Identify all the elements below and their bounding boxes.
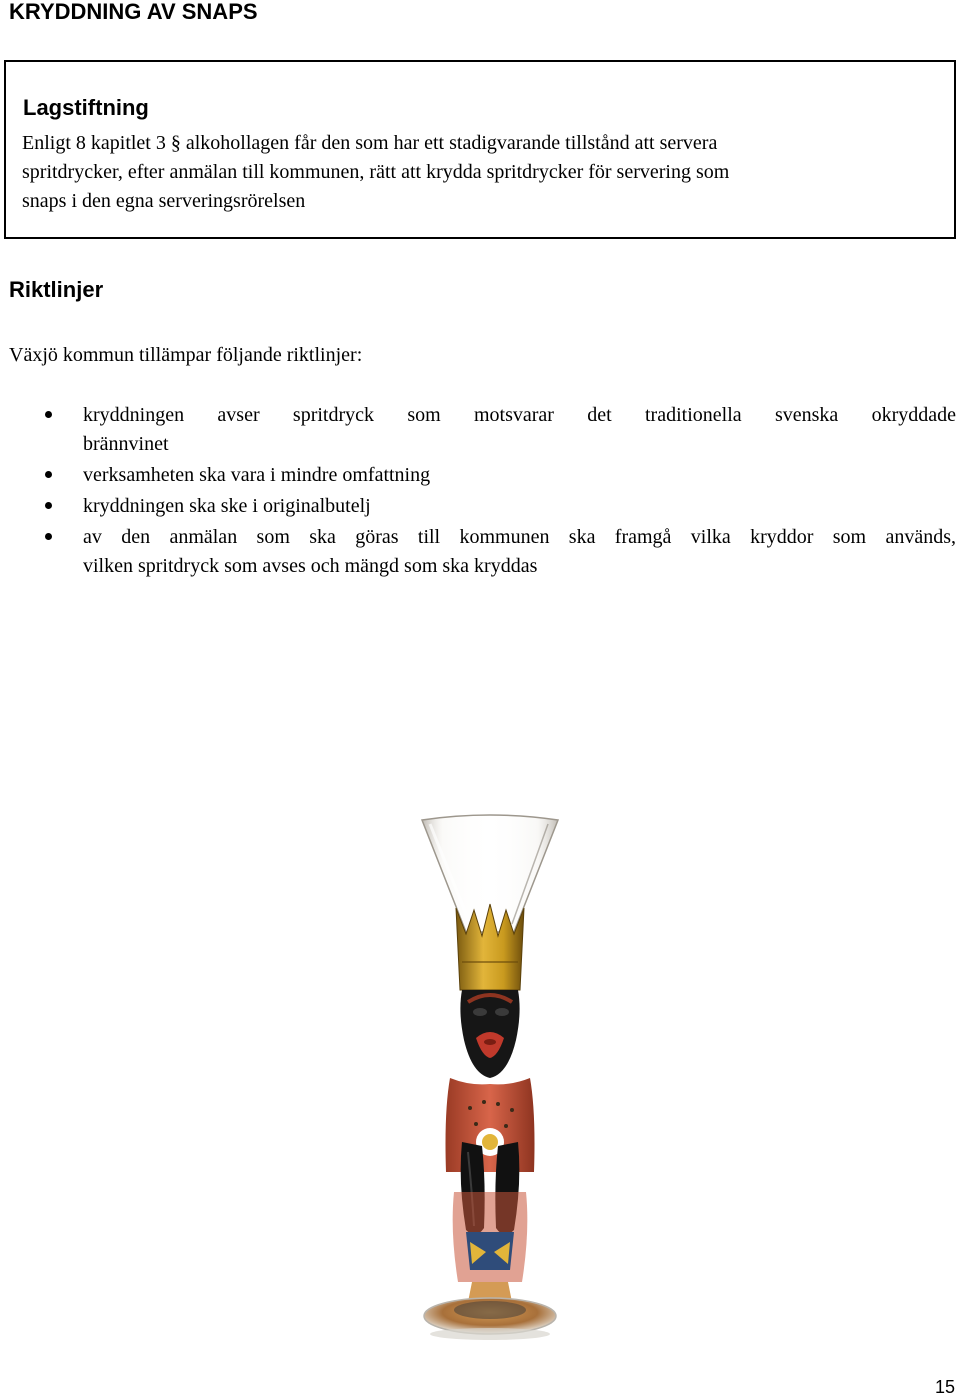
list-item-line: av den anmälan som ska göras till kommunen ska framgå vilka kryddor som används, — [83, 526, 956, 548]
bullet-icon — [45, 411, 52, 418]
bullet-icon — [45, 502, 52, 509]
page-number: 15 — [934, 1377, 955, 1397]
guidelines-intro: Växjö kommun tillämpar följande riktlinjer: — [9, 344, 363, 366]
list-item-line: kryddningen avser spritdryck som motsvarar det traditionella svenska okryddade — [83, 404, 956, 426]
legislation-title: Lagstiftning — [23, 95, 149, 120]
bullet-icon — [45, 533, 52, 540]
guidelines-title: Riktlinjer — [9, 277, 104, 302]
legislation-box — [4, 60, 956, 239]
list-item-line: vilken spritdryck som avses och mängd som ska kryddas — [83, 555, 538, 577]
legislation-text — [22, 129, 942, 216]
guidelines-list — [0, 401, 960, 583]
list-item-line: brännvinet — [83, 433, 169, 455]
list-item — [0, 401, 960, 459]
list-item — [0, 492, 960, 521]
list-item-line: kryddningen ska ske i originalbutelj — [83, 495, 371, 517]
list-item — [0, 523, 960, 581]
list-item — [0, 461, 960, 490]
legislation-line: Enligt 8 kapitlet 3 § alkohollagen får den som har ett stadigvarande tillstånd att servera — [22, 132, 718, 154]
bullet-icon — [45, 471, 52, 478]
page-heading: KRYDDNING AV SNAPS — [9, 0, 258, 24]
snaps-glass-figure-icon — [410, 812, 570, 1344]
legislation-line: snaps i den egna serveringsrörelsen — [22, 190, 306, 212]
legislation-line: spritdrycker, efter anmälan till kommunen, rätt att krydda spritdrycker för servering som — [22, 161, 730, 183]
list-item-line: verksamheten ska vara i mindre omfattning — [83, 464, 431, 486]
